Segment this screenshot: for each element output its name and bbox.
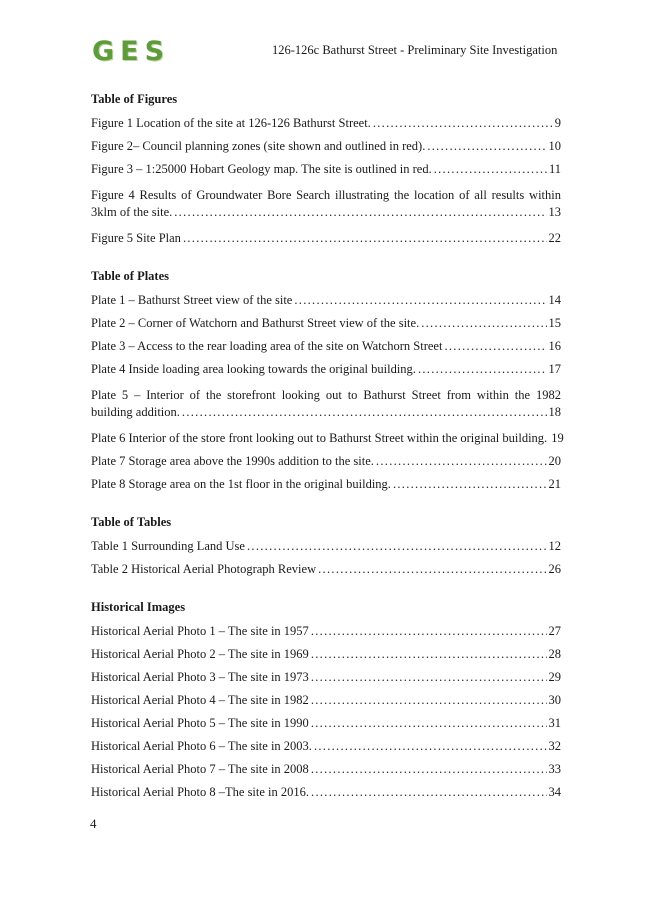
entry-label: Table 1 Surrounding Land Use bbox=[91, 539, 245, 553]
toc-entry[interactable] bbox=[91, 781, 561, 804]
toc-entry[interactable] bbox=[91, 712, 561, 735]
toc-entry[interactable] bbox=[91, 735, 561, 758]
entry-page-number: 19 bbox=[551, 431, 564, 445]
toc-entry[interactable] bbox=[91, 135, 561, 158]
toc-entry[interactable] bbox=[91, 666, 561, 689]
dot-leader bbox=[444, 335, 546, 358]
dot-leader bbox=[311, 712, 547, 735]
toc-entry[interactable] bbox=[91, 312, 561, 335]
toc-section bbox=[91, 267, 564, 496]
entry-label: Plate 6 Interior of the store front looking out to Bathurst Street within the original building. bbox=[91, 431, 548, 445]
toc-section bbox=[91, 90, 561, 250]
dot-leader bbox=[418, 358, 547, 381]
entry-page-number: 22 bbox=[548, 231, 561, 245]
ges-logo: GES bbox=[92, 36, 171, 67]
dot-leader bbox=[247, 535, 547, 558]
dot-leader bbox=[182, 404, 547, 421]
toc-entry[interactable] bbox=[91, 158, 561, 181]
entry-label: Figure 2– Council planning zones (site shown and outlined in red). bbox=[91, 139, 426, 153]
toc-entry[interactable] bbox=[91, 181, 561, 227]
toc-entry[interactable] bbox=[91, 689, 561, 712]
entry-page-number: 16 bbox=[548, 339, 561, 353]
entry-page-number: 33 bbox=[548, 762, 561, 776]
toc-entry[interactable] bbox=[91, 227, 561, 250]
entry-page-number: 15 bbox=[548, 316, 561, 330]
toc-entry[interactable] bbox=[91, 758, 561, 781]
dot-leader bbox=[314, 735, 547, 758]
toc-entry[interactable] bbox=[91, 558, 561, 581]
section-heading: Table of Tables bbox=[91, 515, 172, 529]
entry-page-number: 18 bbox=[548, 405, 561, 419]
entry-page-number: 34 bbox=[548, 785, 561, 799]
entry-page-number: 10 bbox=[548, 139, 561, 153]
entry-label: Plate 3 – Access to the rear loading area of the site on Watchorn Street bbox=[91, 339, 443, 353]
entry-label: Historical Aerial Photo 7 – The site in 2008 bbox=[91, 762, 309, 776]
section-heading: Historical Images bbox=[91, 600, 186, 614]
entry-page-number: 29 bbox=[548, 670, 561, 684]
entry-page-number: 20 bbox=[548, 454, 561, 468]
dot-leader bbox=[376, 450, 547, 473]
page-number: 4 bbox=[90, 816, 97, 831]
entry-page-number: 17 bbox=[548, 362, 561, 376]
toc-entry[interactable] bbox=[91, 112, 561, 135]
dot-leader bbox=[393, 473, 547, 496]
dot-leader bbox=[373, 112, 553, 135]
toc-entry[interactable] bbox=[91, 620, 561, 643]
dot-leader bbox=[311, 689, 547, 712]
dot-leader bbox=[174, 204, 546, 221]
entry-page-number: 27 bbox=[548, 624, 561, 638]
entry-page-number: 9 bbox=[554, 116, 561, 130]
entry-label: building addition. bbox=[91, 405, 180, 419]
entry-page-number: 11 bbox=[548, 162, 561, 176]
entry-page-number: 13 bbox=[548, 205, 561, 219]
dot-leader bbox=[311, 781, 546, 804]
toc-entry[interactable] bbox=[91, 427, 564, 450]
dot-leader bbox=[311, 666, 547, 689]
entry-label: 3klm of the site. bbox=[91, 205, 173, 219]
toc-entry[interactable] bbox=[91, 473, 561, 496]
entry-label: Plate 1 – Bathurst Street view of the site bbox=[91, 293, 293, 307]
entry-page-number: 32 bbox=[548, 739, 561, 753]
dot-leader bbox=[183, 227, 547, 250]
dot-leader bbox=[311, 620, 547, 643]
entry-label: Figure 3 – 1:25000 Hobart Geology map. The site is outlined in red. bbox=[91, 162, 432, 176]
toc-entry[interactable] bbox=[91, 335, 561, 358]
entry-label: Table 2 Historical Aerial Photograph Review bbox=[91, 562, 317, 576]
entry-page-number: 28 bbox=[548, 647, 561, 661]
toc-entry[interactable] bbox=[91, 450, 561, 473]
dot-leader bbox=[311, 758, 547, 781]
entry-label: Figure 1 Location of the site at 126-126 Bathurst Street. bbox=[91, 116, 371, 130]
entry-label-line1: Figure 4 Results of Groundwater Bore Search illustrating the location of all results within bbox=[91, 188, 561, 202]
entry-page-number: 14 bbox=[548, 293, 561, 307]
entry-page-number: 31 bbox=[548, 716, 561, 730]
entry-page-number: 21 bbox=[548, 477, 561, 491]
table-of-contents bbox=[91, 90, 564, 821]
section-heading: Table of Plates bbox=[91, 269, 170, 283]
entry-label: Plate 8 Storage area on the 1st floor in the original building. bbox=[91, 477, 391, 491]
entry-label: Historical Aerial Photo 8 –The site in 2016. bbox=[91, 785, 310, 799]
entry-label-line1: Plate 5 – Interior of the storefront looking out to Bathurst Street from within the 1982 bbox=[91, 388, 561, 402]
entry-label: Figure 5 Site Plan bbox=[91, 231, 181, 245]
toc-entry[interactable] bbox=[91, 535, 561, 558]
entry-label: Historical Aerial Photo 6 – The site in 2003. bbox=[91, 739, 312, 753]
entry-label: Plate 4 Inside loading area looking towards the original building. bbox=[91, 362, 416, 376]
entry-label: Historical Aerial Photo 2 – The site in 1969 bbox=[91, 647, 309, 661]
entry-label: Historical Aerial Photo 4 – The site in 1982 bbox=[91, 693, 309, 707]
entry-page-number: 26 bbox=[548, 562, 561, 576]
toc-entry[interactable] bbox=[91, 381, 561, 427]
dot-leader bbox=[427, 135, 546, 158]
entry-label: Historical Aerial Photo 1 – The site in 1957 bbox=[91, 624, 309, 638]
dot-leader bbox=[294, 289, 546, 312]
section-heading: Table of Figures bbox=[91, 92, 178, 106]
dot-leader bbox=[434, 158, 547, 181]
toc-entry[interactable] bbox=[91, 643, 561, 666]
entry-label: Historical Aerial Photo 3 – The site in 1973 bbox=[91, 670, 309, 684]
entry-page-number: 12 bbox=[548, 539, 561, 553]
entry-page-number: 30 bbox=[548, 693, 561, 707]
header-title: 126-126c Bathurst Street - Preliminary Site Investigation bbox=[272, 43, 558, 57]
toc-section bbox=[91, 513, 561, 581]
dot-leader bbox=[421, 312, 546, 335]
dot-leader bbox=[318, 558, 546, 581]
toc-entry[interactable] bbox=[91, 289, 561, 312]
entry-label: Plate 2 – Corner of Watchorn and Bathurst Street view of the site. bbox=[91, 316, 420, 330]
toc-entry[interactable] bbox=[91, 358, 561, 381]
toc-section bbox=[91, 598, 561, 804]
dot-leader bbox=[311, 643, 547, 666]
entry-label: Plate 7 Storage area above the 1990s addition to the site. bbox=[91, 454, 374, 468]
entry-label: Historical Aerial Photo 5 – The site in 1990 bbox=[91, 716, 309, 730]
